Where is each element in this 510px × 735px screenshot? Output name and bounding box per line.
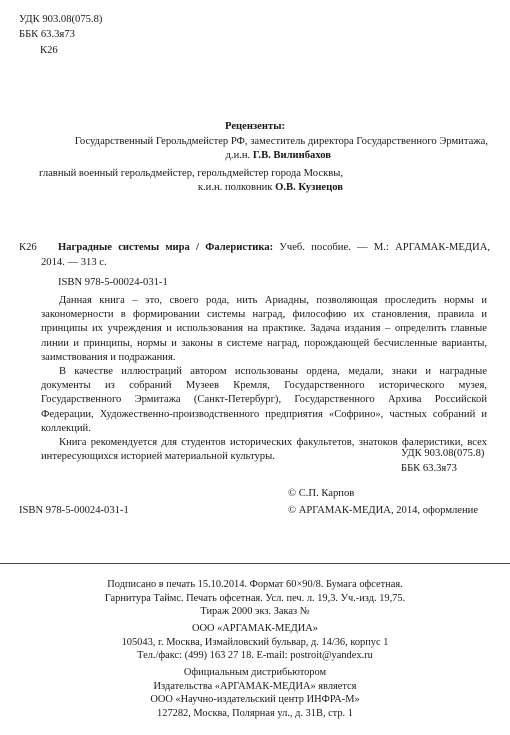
entry-year-pages: 2014. — 313 с. — [41, 257, 107, 268]
reviewers-heading: Рецензенты: — [224, 121, 285, 132]
publisher-address: 105043, г. Москва, Измайловский бульвар, д. 14/36, корпус 1 — [121, 636, 389, 648]
copyright-publisher: © АРГАМАК-МЕДИА, 2014, оформление — [288, 505, 479, 516]
reviewer-2-name: О.В. Кузнецов — [275, 182, 343, 193]
distributor-address: 127282, Москва, Полярная ул., д. 31В, стр. 1 — [157, 708, 353, 720]
reviewer-1-degree: д.и.н. — [225, 150, 251, 161]
distributor-heading: Официальным дистрибьютором — [183, 667, 327, 678]
print-signed: Подписано в печать 15.10.2014. Формат 60×90/8. Бумага офсетная. — [107, 579, 403, 590]
entry-line-1 — [58, 242, 490, 253]
annotation — [41, 294, 487, 464]
reviewer-1-name: Г.В. Вилинбахов — [252, 150, 331, 161]
isbn: ISBN 978-5-00024-031-1 — [19, 505, 129, 516]
reviewer-2-degree: к.и.н. полковник — [197, 182, 273, 193]
reviewer-2-position: главный военный герольдмейстер, герольдмейстер города Москвы, — [39, 168, 343, 179]
udk-code: УДК 903.08(075.8) — [19, 14, 103, 25]
print-run: Тираж 2000 экз. Заказ № — [200, 606, 310, 618]
reviewer-1-line2 — [226, 150, 331, 161]
annotation-paragraph: В качестве иллюстраций автором использованы ордена, медали, знаки и наградные документы из собраний Музеев Кремля, Государственного исторического музея, Государственного Эрмитажа (Санкт-Петербург), Государственного Архива Российской Федерации, Художественно-производственного предприятия «Софрино», частных собраний и коллекций. — [41, 366, 487, 434]
annotation-paragraph: Данная книга – это, своего рода, нить Ариадны, позволяющая проследить нормы и закономерности в формировании системы наград, философию их становления, правила и принципы их учреждения и использования на практике. Задача издания – определить главные линии и принципы, нормы и законы в системе наград, порождающей бесчисленные варианты, заимствования и подражания. — [41, 295, 487, 363]
entry-mark: К26 — [19, 242, 37, 253]
publisher-contact: Тел./факс: (499) 163 27 18. E-mail: postroit@yandex.ru — [137, 650, 373, 662]
annotation-paragraph: Книга рекомендуется для студентов исторических факультетов, знатоков фалеристики, всех интересующихся историей материальной культуры. — [41, 437, 487, 463]
print-details — [0, 578, 510, 619]
author-mark: К26 — [40, 45, 58, 56]
distributor-name: ООО «Научно-издательский центр ИНФРА-М» — [150, 694, 360, 706]
entry-isbn: ISBN 978-5-00024-031-1 — [58, 277, 168, 288]
publisher-name: ООО «АРГАМАК-МЕДИА» — [192, 623, 318, 634]
entry-publication: Учеб. пособие. — М.: АРГАМАК-МЕДИА, — [279, 242, 490, 253]
bbk-code: ББК 63.3я73 — [19, 29, 75, 40]
print-typeface: Гарнитура Таймс. Печать офсетная. Усл. печ. л. 19,3. Уч.-изд. 19,75. — [104, 592, 406, 604]
reviewer-2-line2 — [198, 182, 343, 193]
imprint-rule — [0, 563, 510, 564]
bbk-code-right: ББК 63.3я73 — [401, 463, 457, 474]
copyright-author: © С.П. Карпов — [288, 488, 355, 499]
reviewer-1-position: Государственный Герольдмейстер РФ, заместитель директора Государственного Эрмитажа, — [74, 136, 488, 147]
entry-title: Наградные системы мира / Фалеристика: — [58, 242, 274, 253]
distributor-intro: Издательства «АРГАМАК-МЕДИА» является — [153, 680, 357, 692]
distributor-details — [0, 666, 510, 721]
udk-code-right: УДК 903.08(075.8) — [401, 448, 485, 459]
publisher-details — [0, 622, 510, 663]
